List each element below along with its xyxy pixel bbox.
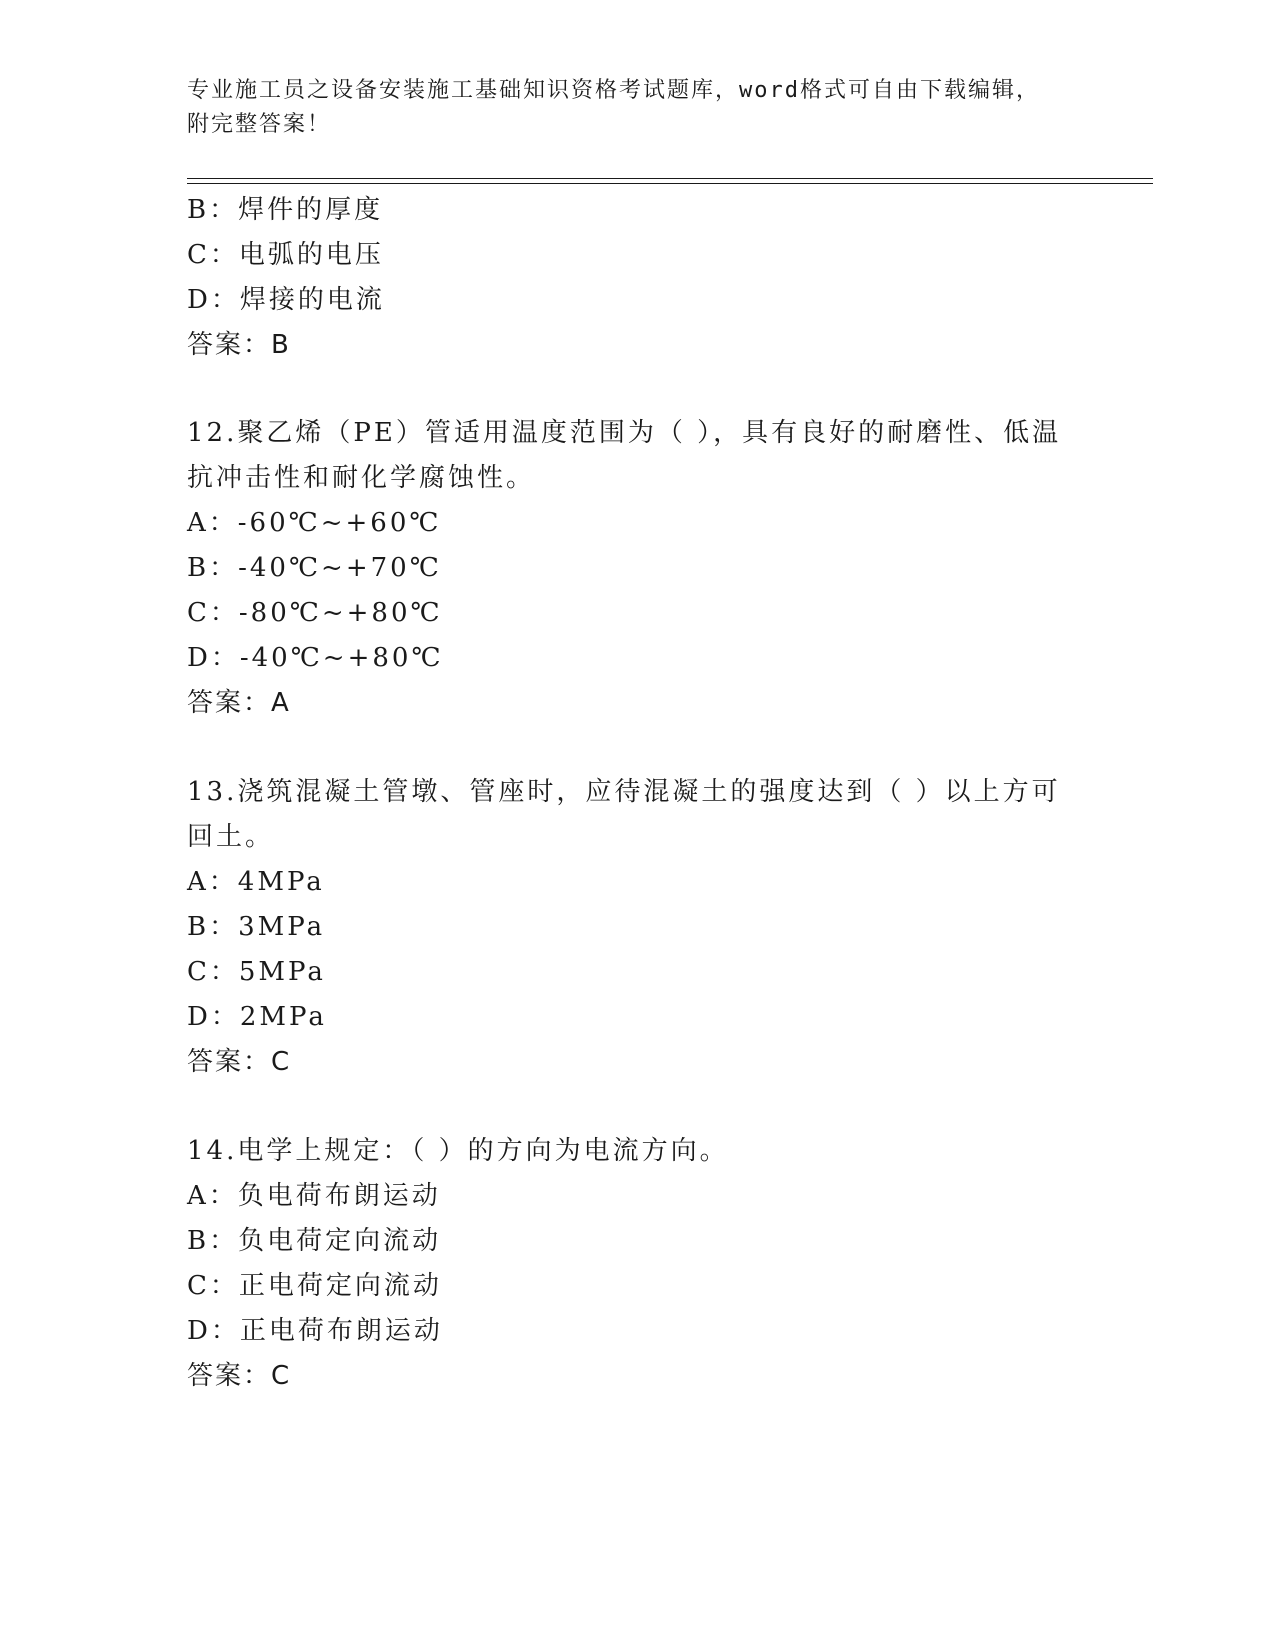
q12-option-c: C：-80℃~+80℃ — [187, 598, 443, 628]
q11-answer: 答案：B — [187, 330, 291, 360]
q12-answer: 答案：A — [187, 688, 291, 718]
document-header — [187, 74, 1067, 142]
header-line-1: 专业施工员之设备安装施工基础知识资格考试题库，word格式可自由下载编辑， — [187, 78, 1040, 103]
q13-stem-line-1: 13.浇筑混凝土管墩、管座时，应待混凝土的强度达到（ ）以上方可 — [187, 777, 1061, 807]
q12-stem-line-1: 12.聚乙烯（PE）管适用温度范围为（ ），具有良好的耐磨性、低温 — [187, 418, 1062, 448]
header-divider-top — [187, 178, 1153, 179]
q13-answer: 答案：C — [187, 1047, 292, 1077]
q11-option-c: C：电弧的电压 — [187, 240, 384, 270]
q14-option-d: D：正电荷布朗运动 — [187, 1316, 443, 1346]
q13-option-c: C：5MPa — [187, 957, 326, 987]
q12-option-b: B：-40℃~+70℃ — [187, 553, 442, 583]
header-divider-bottom — [187, 183, 1153, 184]
header-line-2: 附完整答案！ — [187, 112, 332, 137]
q12-option-d: D：-40℃~+80℃ — [187, 643, 444, 673]
q13-option-a: A：4MPa — [187, 867, 325, 897]
q13-stem-line-2: 回土。 — [187, 822, 275, 852]
q14-option-c: C：正电荷定向流动 — [187, 1271, 442, 1301]
q13-option-d: D：2MPa — [187, 1002, 327, 1032]
q12-stem-line-2: 抗冲击性和耐化学腐蚀性。 — [187, 463, 536, 493]
q14-stem: 14.电学上规定：（ ）的方向为电流方向。 — [187, 1136, 729, 1166]
q14-option-b: B：负电荷定向流动 — [187, 1226, 442, 1256]
q11-option-b: B：焊件的厚度 — [187, 195, 384, 225]
q11-option-d: D：焊接的电流 — [187, 285, 385, 315]
q13-option-b: B：3MPa — [187, 912, 326, 942]
q14-answer: 答案：C — [187, 1361, 292, 1391]
q12-option-a: A：-60℃~+60℃ — [187, 508, 442, 538]
q14-option-a: A：负电荷布朗运动 — [187, 1181, 441, 1211]
